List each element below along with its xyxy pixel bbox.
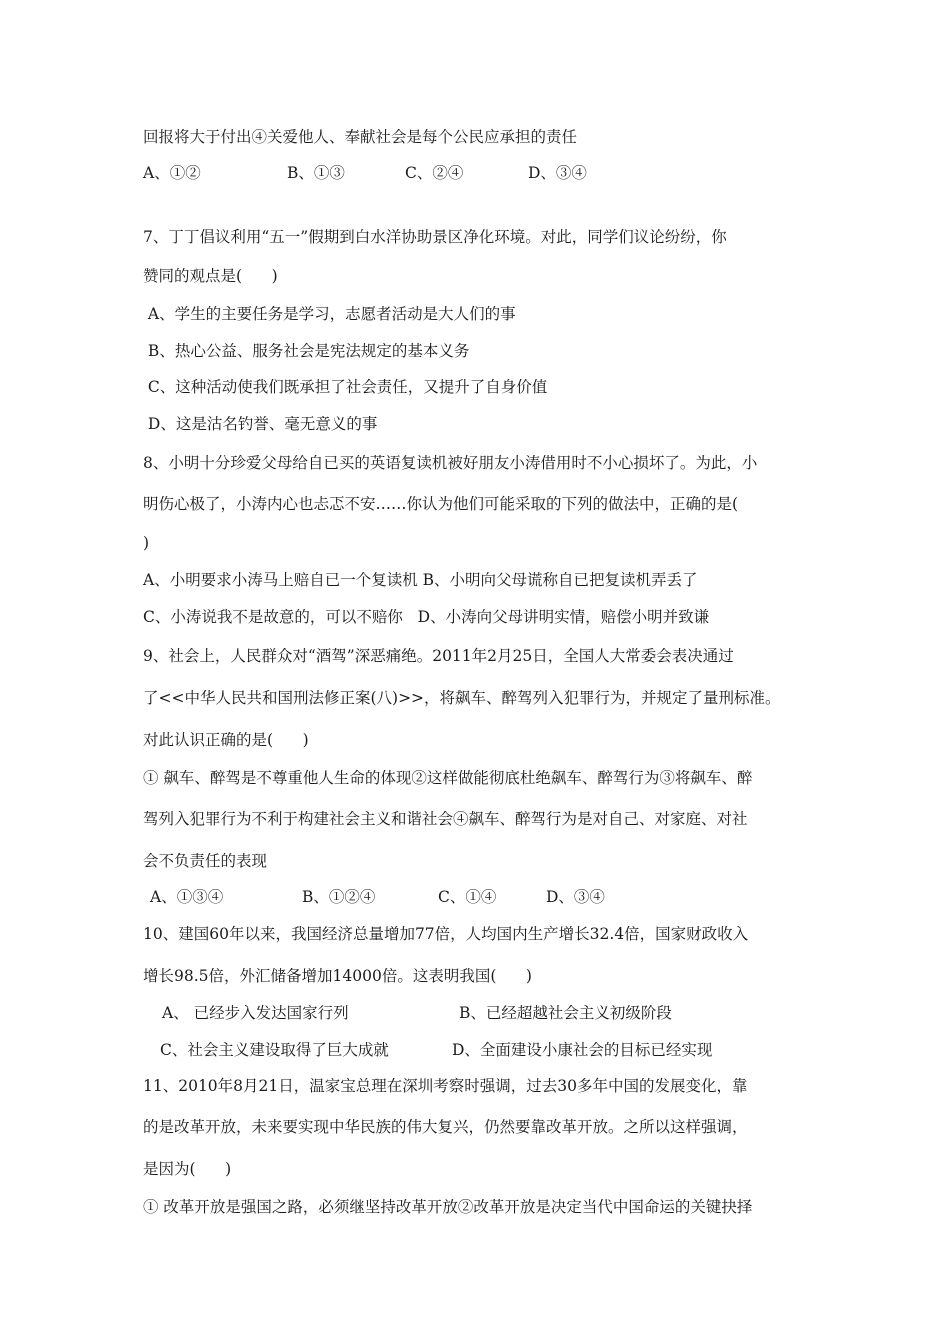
q6-option-a: A、①② <box>143 164 201 182</box>
q9-stem-line-1: 9、社会上，人民群众对“酒驾”深恶痛绝。2011年2月25日，全国人大常委会表决通过 <box>143 647 734 665</box>
q9-statements-line-3: 会不负责任的表现 <box>143 852 268 870</box>
q8-options-cd: C、小涛说我不是故意的，可以不赔你 D、小涛向父母讲明实情，赔偿小明并致谦 <box>143 608 710 626</box>
q9-stem-line-3: 对此认识正确的是( ) <box>143 731 309 749</box>
q10-option-b: B、已经超越社会主义初级阶段 <box>459 1004 672 1022</box>
q7-option-c: C、这种活动使我们既承担了社会责任，又提升了自身价值 <box>143 378 548 396</box>
q9-option-c: C、①④ <box>438 888 497 906</box>
q11-stem-line-2: 的是改革开放，未来要实现中华民族的伟大复兴，仍然要靠改革开放。之所以这样强调， <box>143 1118 748 1136</box>
q9-option-b: B、①②④ <box>302 888 376 906</box>
q10-stem-line-1: 10、建国60年以来，我国经济总量增加77倍，人均国内生产增长32.4倍，国家财政收入 <box>143 925 749 943</box>
q8-stem-line-1: 8、小明十分珍爱父母给自已买的英语复读机被好朋友小涛借用时不小心损坏了。为此，小 <box>143 454 758 472</box>
q11-statements-line-1: ① 改革开放是强国之路，必须继坚持改革开放②改革开放是决定当代中国命运的关键抉择 <box>143 1198 753 1216</box>
q10-option-c: C、社会主义建设取得了巨大成就 <box>160 1041 389 1059</box>
q10-option-a: A、 已经步入发达国家行列 <box>162 1004 349 1022</box>
q6-continuation: 回报将大于付出④关爱他人、奉献社会是每个公民应承担的责任 <box>143 128 578 146</box>
q8-stem-line-3: ) <box>143 534 150 552</box>
q7-option-b: B、热心公益、服务社会是宪法规定的基本义务 <box>143 342 470 360</box>
q7-stem-line-2: 赞同的观点是( ) <box>143 267 278 285</box>
q9-statements-line-2: 驾列入犯罪行为不利于构建社会主义和谐社会④飙车、醉驾行为是对自己、对家庭、对社 <box>143 810 748 828</box>
q9-stem-line-2: 了<<中华人民共和国刑法修正案(八)>>，将飙车、醉驾列入犯罪行为，并规定了量刑标准。 <box>143 689 781 707</box>
q9-statements-line-1: ① 飙车、醉驾是不尊重他人生命的体现②这样做能彻底杜绝飙车、醉驾行为③将飙车、醉 <box>143 769 753 787</box>
q6-option-c: C、②④ <box>405 164 464 182</box>
q11-stem-line-3: 是因为( ) <box>143 1160 232 1178</box>
q11-stem-line-1: 11、2010年8月21日，温家宝总理在深圳考察时强调，过去30多年中国的发展变化，靠 <box>143 1077 748 1095</box>
q6-option-b: B、①③ <box>287 164 345 182</box>
q9-option-a: A、①③④ <box>150 888 224 906</box>
q8-stem-line-2: 明伤心极了，小涛内心也忐忑不安……你认为他们可能采取的下列的做法中，正确的是( <box>143 495 739 513</box>
q7-stem-line-1: 7、丁丁倡议利用“五一”假期到白水洋协助景区净化环境。对此，同学们议论纷纷，你 <box>143 228 727 246</box>
q7-option-a: A、学生的主要任务是学习，志愿者活动是大人们的事 <box>143 305 516 323</box>
q7-option-d: D、这是沽名钓誉、毫无意义的事 <box>143 415 378 433</box>
q10-option-d: D、全面建设小康社会的目标已经实现 <box>452 1041 713 1059</box>
q10-stem-line-2: 增长98.5倍，外汇储备增加14000倍。这表明我国( ) <box>143 967 532 985</box>
q6-option-d: D、③④ <box>528 164 587 182</box>
q9-option-d: D、③④ <box>546 888 605 906</box>
q8-options-ab: A、小明要求小涛马上赔自已一个复读机 B、小明向父母谎称自已把复读机弄丢了 <box>143 571 698 589</box>
